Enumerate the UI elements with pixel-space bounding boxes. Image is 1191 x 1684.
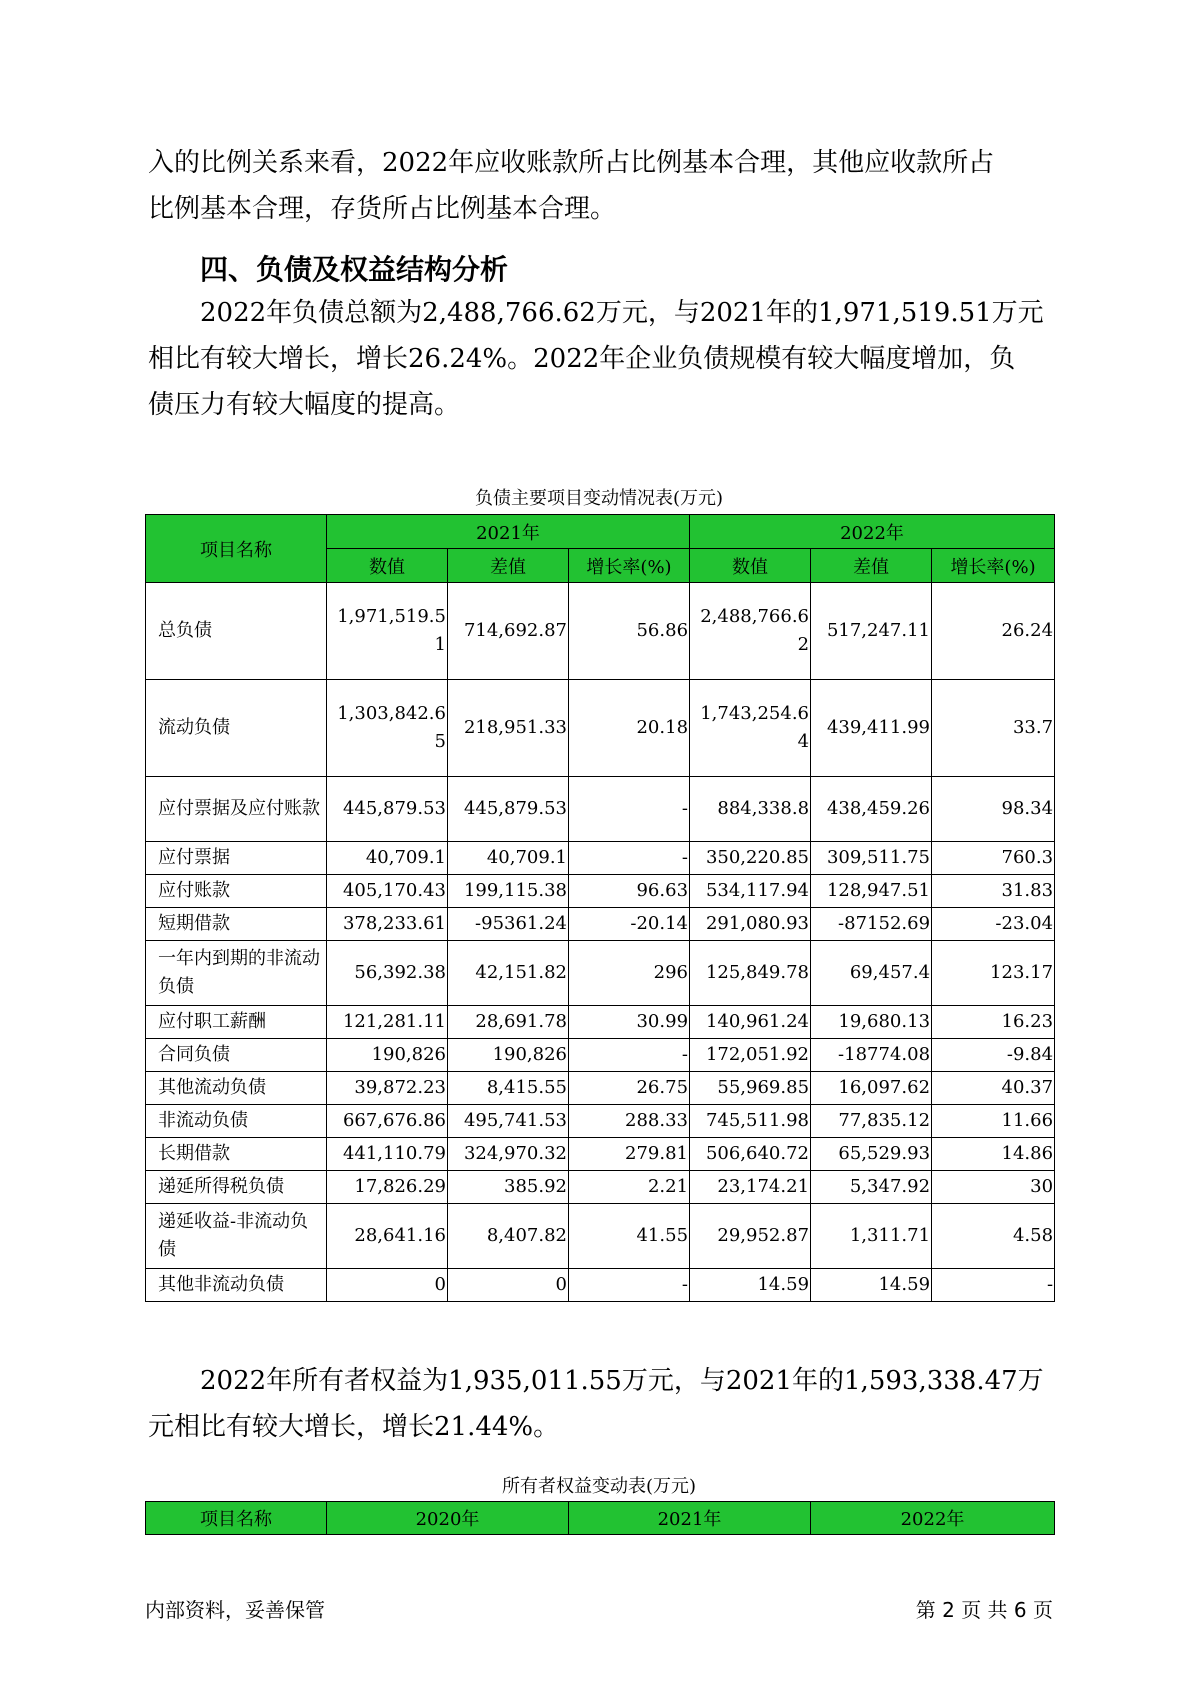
cell-value-2021: 445,879.53 (327, 777, 448, 842)
row-name: 递延所得税负债 (146, 1171, 327, 1204)
cell-value-2021: 1,303,842.65 (327, 680, 448, 777)
cell-value-2021: 28,641.16 (327, 1204, 448, 1269)
row-name: 其他非流动负债 (146, 1269, 327, 1302)
table-row (146, 908, 1055, 941)
liability-line-2: 相比有较大增长，增长26.24%。2022年企业负债规模有较大幅度增加，负 (148, 344, 1016, 374)
header-value-2022: 数值 (690, 549, 811, 583)
header-value-2021: 数值 (327, 549, 448, 583)
cell-diff-2021: 218,951.33 (448, 680, 569, 777)
intro-line-2: 比例基本合理，存货所占比例基本合理。 (148, 194, 617, 224)
header-item-name: 项目名称 (146, 515, 327, 583)
table-row (146, 1204, 1055, 1269)
cell-diff-2022: 517,247.11 (811, 583, 932, 680)
cell-growth-2021: -20.14 (569, 908, 690, 941)
cell-value-2022: 23,174.21 (690, 1171, 811, 1204)
cell-growth-2021: 96.63 (569, 875, 690, 908)
cell-diff-2022: 77,835.12 (811, 1105, 932, 1138)
cell-value-2022: 125,849.78 (690, 941, 811, 1006)
cell-value-2022: 14.59 (690, 1269, 811, 1302)
row-name: 总负债 (146, 583, 327, 680)
cell-growth-2021: - (569, 1039, 690, 1072)
equity-line-2: 元相比有较大增长，增长21.44%。 (148, 1412, 560, 1442)
cell-diff-2022: 19,680.13 (811, 1006, 932, 1039)
cell-growth-2021: 26.75 (569, 1072, 690, 1105)
equity-line-1: 2022年所有者权益为1,935,011.55万元，与2021年的1,593,338.47万 (200, 1366, 1044, 1396)
cell-growth-2022: 26.24 (932, 583, 1055, 680)
cell-growth-2021: 296 (569, 941, 690, 1006)
header-growth-2022: 增长率(%) (932, 549, 1055, 583)
cell-value-2021: 667,676.86 (327, 1105, 448, 1138)
cell-diff-2022: 5,347.92 (811, 1171, 932, 1204)
intro-paragraph (148, 140, 1048, 232)
table-row (146, 1171, 1055, 1204)
cell-diff-2022: 1,311.71 (811, 1204, 932, 1269)
cell-growth-2022: 40.37 (932, 1072, 1055, 1105)
table-row (146, 842, 1055, 875)
cell-value-2022: 350,220.85 (690, 842, 811, 875)
cell-diff-2022: 439,411.99 (811, 680, 932, 777)
cell-value-2022: 29,952.87 (690, 1204, 811, 1269)
row-name: 应付票据 (146, 842, 327, 875)
equity-header-item-name: 项目名称 (146, 1502, 327, 1535)
cell-growth-2022: 31.83 (932, 875, 1055, 908)
cell-diff-2021: 40,709.1 (448, 842, 569, 875)
header-year-2022: 2022年 (690, 515, 1055, 549)
cell-value-2022: 140,961.24 (690, 1006, 811, 1039)
cell-diff-2021: -95361.24 (448, 908, 569, 941)
cell-value-2021: 405,170.43 (327, 875, 448, 908)
cell-growth-2021: 20.18 (569, 680, 690, 777)
cell-value-2021: 17,826.29 (327, 1171, 448, 1204)
cell-diff-2022: -18774.08 (811, 1039, 932, 1072)
cell-growth-2021: 2.21 (569, 1171, 690, 1204)
table-row (146, 1138, 1055, 1171)
cell-growth-2022: - (932, 1269, 1055, 1302)
header-diff-2021: 差值 (448, 549, 569, 583)
cell-value-2022: 884,338.8 (690, 777, 811, 842)
cell-growth-2022: 4.58 (932, 1204, 1055, 1269)
cell-diff-2021: 324,970.32 (448, 1138, 569, 1171)
cell-diff-2022: 69,457.4 (811, 941, 932, 1006)
row-name: 应付职工薪酬 (146, 1006, 327, 1039)
equity-header-2020: 2020年 (327, 1502, 569, 1535)
cell-diff-2021: 385.92 (448, 1171, 569, 1204)
row-name: 应付票据及应付账款 (146, 777, 327, 842)
liability-paragraph (148, 290, 1048, 428)
cell-value-2022: 745,511.98 (690, 1105, 811, 1138)
cell-diff-2021: 445,879.53 (448, 777, 569, 842)
header-growth-2021: 增长率(%) (569, 549, 690, 583)
cell-value-2022: 55,969.85 (690, 1072, 811, 1105)
cell-diff-2022: 65,529.93 (811, 1138, 932, 1171)
table-row (146, 1269, 1055, 1302)
cell-growth-2021: 288.33 (569, 1105, 690, 1138)
row-name: 流动负债 (146, 680, 327, 777)
cell-diff-2021: 8,407.82 (448, 1204, 569, 1269)
cell-growth-2021: 279.81 (569, 1138, 690, 1171)
cell-value-2021: 1,971,519.51 (327, 583, 448, 680)
footer-confidential: 内部资料，妥善保管 (145, 1598, 325, 1622)
cell-growth-2022: 123.17 (932, 941, 1055, 1006)
table-row (146, 1039, 1055, 1072)
cell-growth-2021: 56.86 (569, 583, 690, 680)
table-row (146, 583, 1055, 680)
row-name: 一年内到期的非流动负债 (146, 941, 327, 1006)
table-row (146, 1105, 1055, 1138)
equity-table (145, 1501, 1055, 1535)
cell-growth-2022: 14.86 (932, 1138, 1055, 1171)
footer-page-info: 第 2 页 共 6 页 (915, 1598, 1053, 1622)
cell-diff-2022: 438,459.26 (811, 777, 932, 842)
cell-growth-2022: -9.84 (932, 1039, 1055, 1072)
cell-value-2021: 56,392.38 (327, 941, 448, 1006)
cell-growth-2022: 30 (932, 1171, 1055, 1204)
table-row (146, 941, 1055, 1006)
cell-diff-2022: -87152.69 (811, 908, 932, 941)
header-year-2021: 2021年 (327, 515, 690, 549)
cell-value-2022: 2,488,766.62 (690, 583, 811, 680)
cell-growth-2022: 16.23 (932, 1006, 1055, 1039)
liability-line-1: 2022年负债总额为2,488,766.62万元，与2021年的1,971,519.51万元 (200, 298, 1044, 328)
cell-growth-2021: - (569, 777, 690, 842)
liability-table (145, 514, 1055, 1302)
table-row (146, 777, 1055, 842)
equity-header-row (146, 1502, 1055, 1535)
cell-diff-2021: 0 (448, 1269, 569, 1302)
cell-value-2022: 291,080.93 (690, 908, 811, 941)
header-diff-2022: 差值 (811, 549, 932, 583)
cell-growth-2021: 41.55 (569, 1204, 690, 1269)
cell-value-2021: 190,826 (327, 1039, 448, 1072)
table-row (146, 875, 1055, 908)
table-row (146, 1072, 1055, 1105)
cell-growth-2022: 33.7 (932, 680, 1055, 777)
cell-diff-2021: 8,415.55 (448, 1072, 569, 1105)
cell-diff-2021: 42,151.82 (448, 941, 569, 1006)
equity-header-2021: 2021年 (569, 1502, 811, 1535)
row-name: 应付账款 (146, 875, 327, 908)
row-name: 非流动负债 (146, 1105, 327, 1138)
row-name: 合同负债 (146, 1039, 327, 1072)
table-row (146, 1006, 1055, 1039)
cell-growth-2022: 98.34 (932, 777, 1055, 842)
intro-line-1: 入的比例关系来看，2022年应收账款所占比例基本合理，其他应收款所占 (148, 148, 995, 178)
cell-value-2021: 378,233.61 (327, 908, 448, 941)
cell-diff-2021: 714,692.87 (448, 583, 569, 680)
cell-value-2021: 0 (327, 1269, 448, 1302)
cell-value-2021: 121,281.11 (327, 1006, 448, 1039)
row-name: 其他流动负债 (146, 1072, 327, 1105)
cell-growth-2021: - (569, 842, 690, 875)
cell-growth-2021: - (569, 1269, 690, 1302)
cell-growth-2021: 30.99 (569, 1006, 690, 1039)
section-heading: 四、负债及权益结构分析 (200, 253, 509, 286)
cell-value-2022: 172,051.92 (690, 1039, 811, 1072)
cell-value-2022: 506,640.72 (690, 1138, 811, 1171)
row-name: 长期借款 (146, 1138, 327, 1171)
cell-diff-2021: 190,826 (448, 1039, 569, 1072)
liability-table-caption: 负债主要项目变动情况表(万元) (474, 488, 724, 509)
cell-value-2021: 441,110.79 (327, 1138, 448, 1171)
liability-line-3: 债压力有较大幅度的提高。 (148, 390, 461, 420)
cell-diff-2022: 309,511.75 (811, 842, 932, 875)
cell-growth-2022: 11.66 (932, 1105, 1055, 1138)
cell-diff-2021: 495,741.53 (448, 1105, 569, 1138)
cell-diff-2022: 128,947.51 (811, 875, 932, 908)
cell-value-2022: 1,743,254.64 (690, 680, 811, 777)
cell-growth-2022: 760.3 (932, 842, 1055, 875)
cell-diff-2021: 199,115.38 (448, 875, 569, 908)
cell-value-2021: 40,709.1 (327, 842, 448, 875)
row-name: 短期借款 (146, 908, 327, 941)
cell-diff-2022: 16,097.62 (811, 1072, 932, 1105)
row-name: 递延收益-非流动负债 (146, 1204, 327, 1269)
cell-value-2021: 39,872.23 (327, 1072, 448, 1105)
equity-table-caption: 所有者权益变动表(万元) (501, 1476, 697, 1497)
equity-paragraph (148, 1358, 1048, 1450)
equity-header-2022: 2022年 (811, 1502, 1055, 1535)
cell-growth-2022: -23.04 (932, 908, 1055, 941)
cell-diff-2021: 28,691.78 (448, 1006, 569, 1039)
cell-value-2022: 534,117.94 (690, 875, 811, 908)
cell-diff-2022: 14.59 (811, 1269, 932, 1302)
table-row (146, 680, 1055, 777)
